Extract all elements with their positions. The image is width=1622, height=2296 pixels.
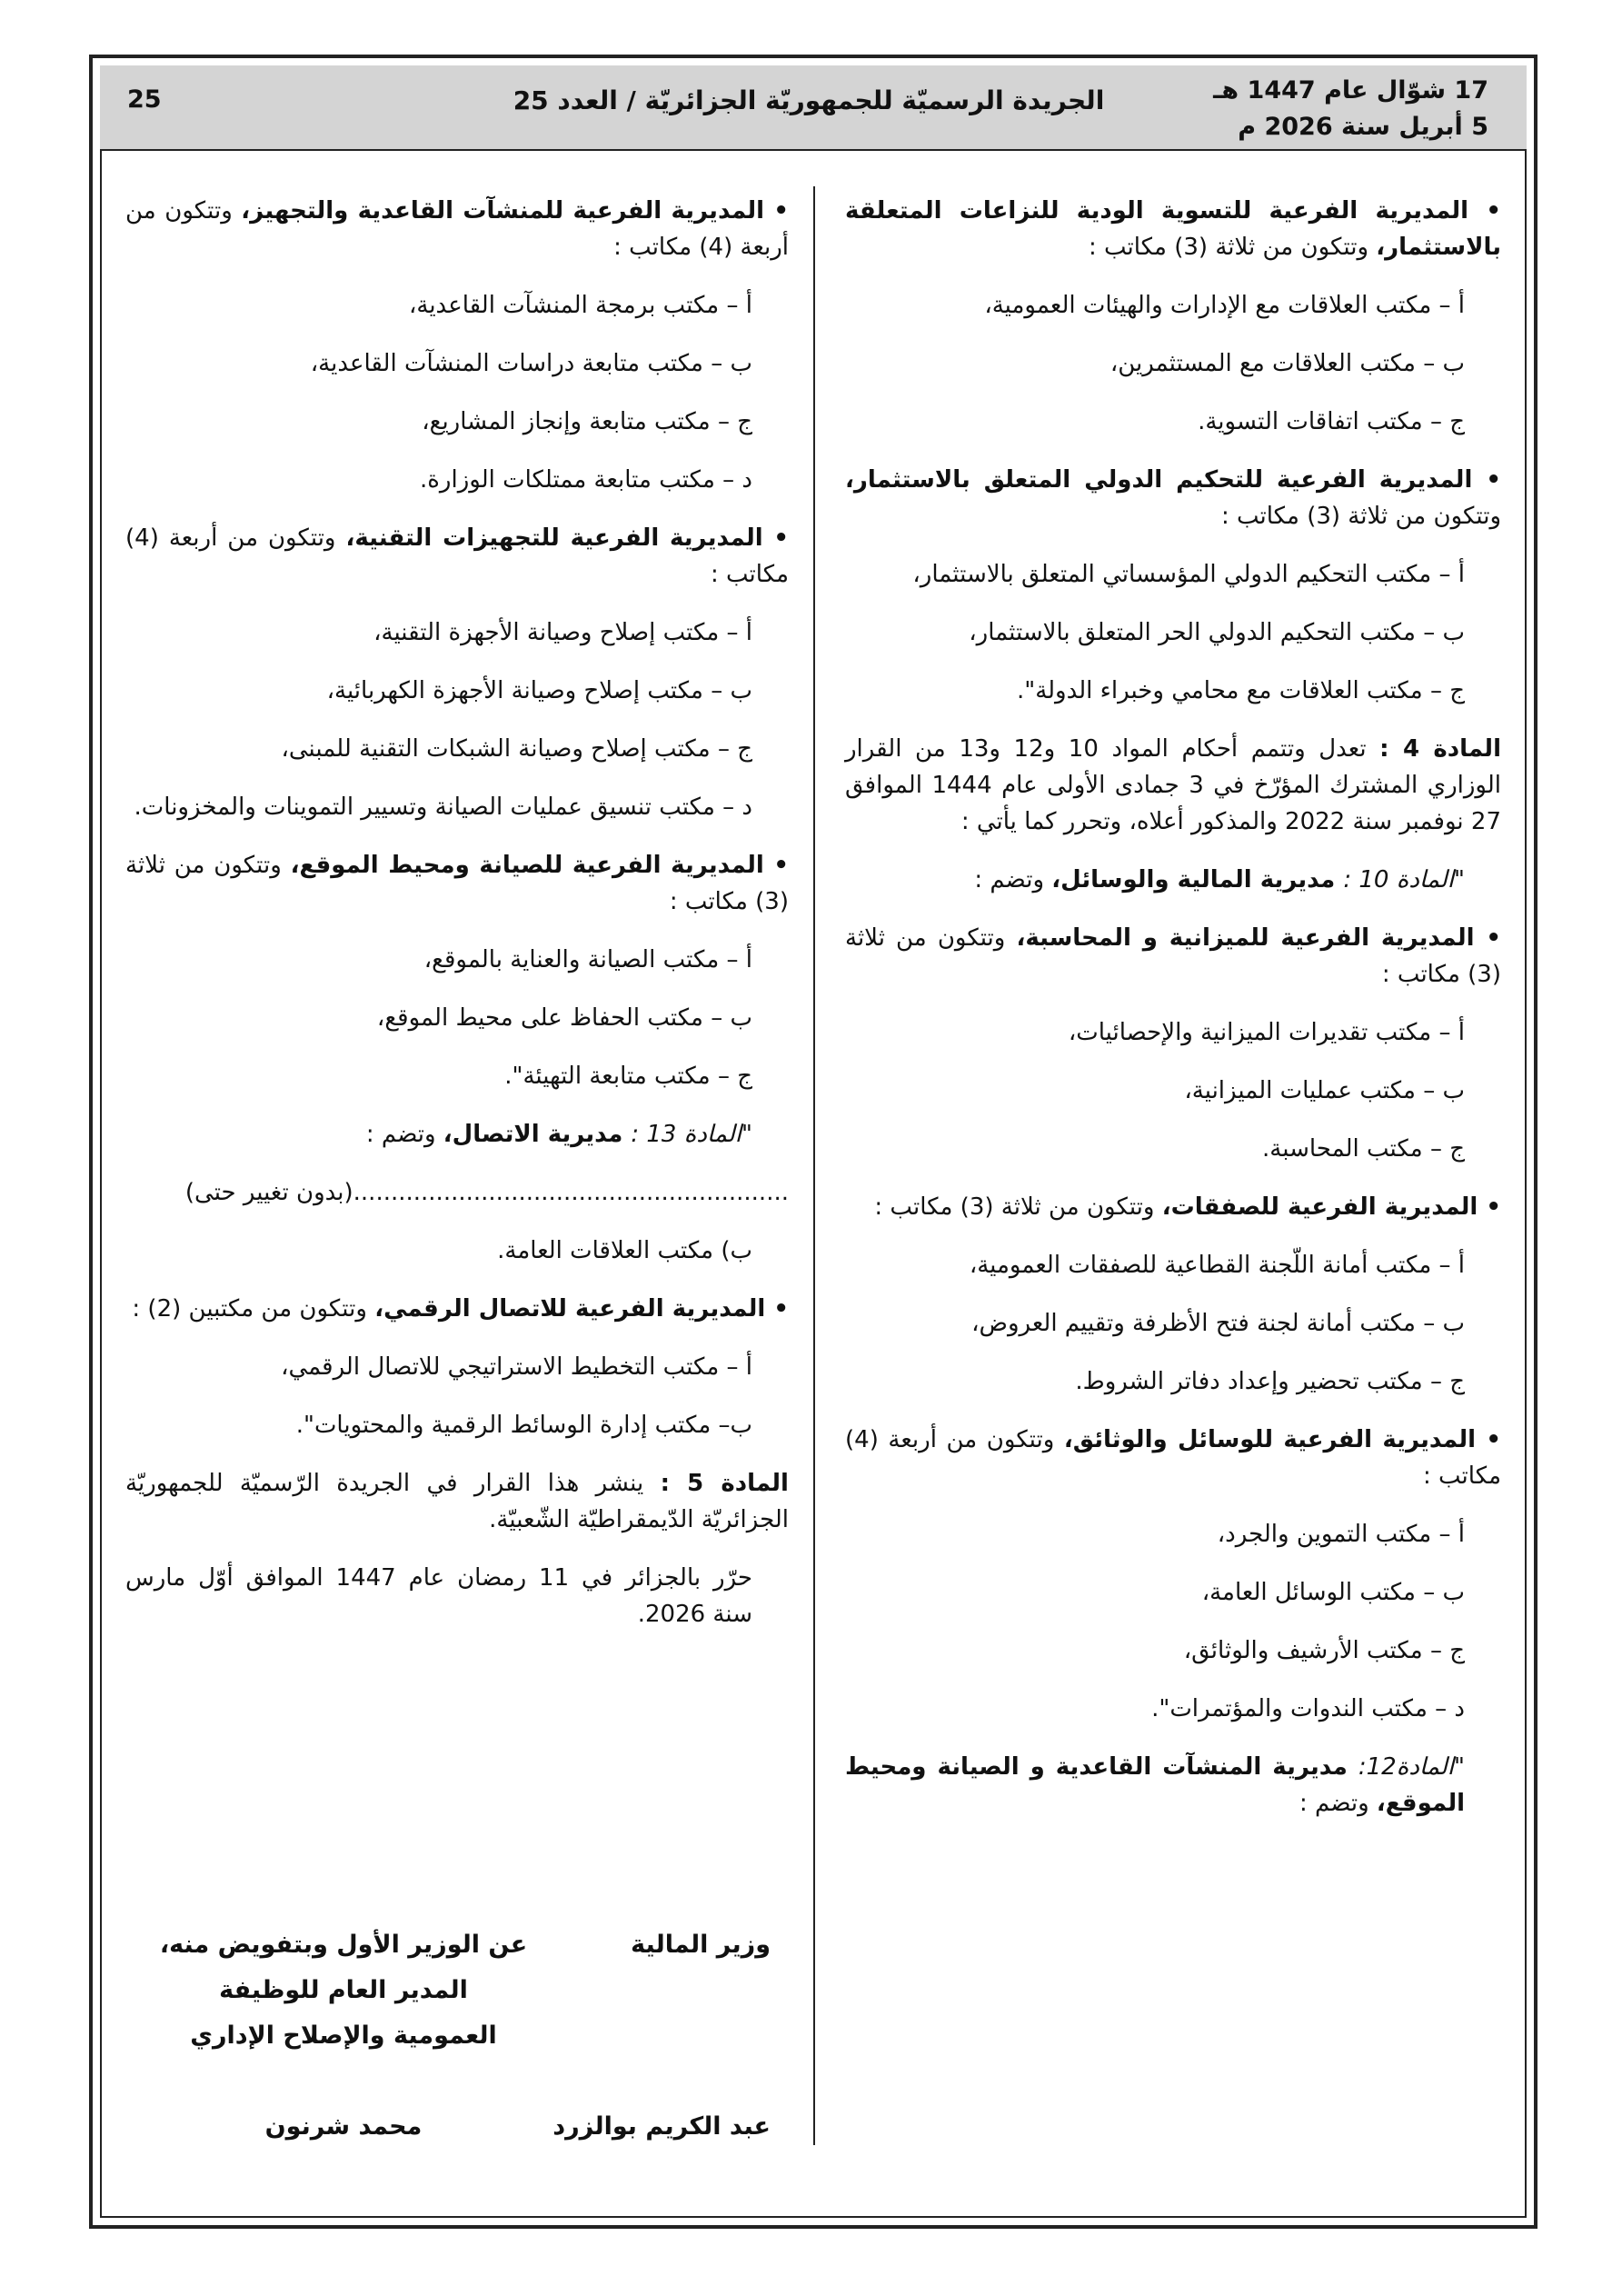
list-item: ب – مكتب متابعة دراسات المنشآت القاعدية، (310, 350, 752, 377)
list-item: ج – مكتب متابعة التهيئة". (504, 1063, 752, 1090)
list-item: أ – مكتب تقديرات الميزانية والإحصائيات، (1068, 1019, 1465, 1046)
list-item: أ – مكتب التخطيط الاستراتيجي للاتصال الرقمي، (281, 1353, 752, 1381)
list-item: أ – مكتب التحكيم الدولي المؤسساتي المتعلق بالاستثمار، (912, 561, 1465, 588)
section-heading: • المديرية الفرعية للتجهيزات التقنية، وتتكون من أربعة (4) مكاتب : (125, 524, 789, 588)
article-4: المادة 4 : تعدل وتتمم أحكام المواد 10 و12 و13 من القرار الوزاري المشترك المؤرّخ في 3 جمادى الأولى عام 1444 الموافق 27 نوفمبر سنة 2022 والمذكور أعلاه، وتحرر كما يأتي : (845, 735, 1501, 835)
section-heading: • المديرية الفرعية للتسوية الودية للنزاعات المتعلقة بالاستثمار، وتتكون من ثلاثة (3) مكاتب : (845, 197, 1501, 261)
minister-title: وزير المالية (631, 1931, 771, 1959)
list-item: ب – مكتب الحفاظ على محيط الموقع، (376, 1004, 752, 1032)
list-item: ج – مكتب المحاسبة. (1262, 1135, 1465, 1163)
list-item: ج – مكتب إصلاح وصيانة الشبكات التقنية للمبنى، (281, 735, 752, 763)
list-item: ب – مكتب التحكيم الدولي الحر المتعلق بالاستثمار، (969, 619, 1465, 646)
list-item: ب – مكتب العلاقات مع المستثمرين، (1110, 350, 1465, 377)
section-heading: • المديرية الفرعية للمنشآت القاعدية والتجهيز، وتتكون من أربعة (4) مكاتب : (125, 197, 789, 261)
list-item: ب – مكتب الوسائل العامة، (1201, 1579, 1465, 1606)
article-10-heading: "المادة 10 : مديرية المالية والوسائل، وتضم : (974, 866, 1465, 893)
list-item: أ – مكتب إصلاح وصيانة الأجهزة التقنية، (373, 619, 752, 646)
list-item: ب – مكتب إصلاح وصيانة الأجهزة الكهربائية، (326, 677, 752, 704)
article-13-heading: "المادة 13 : مديرية الاتصال، وتضم : (365, 1121, 752, 1148)
pm-director-line: المدير العام للوظيفة (219, 1976, 468, 2004)
header-date-gregorian: 5 أبريل سنة 2026 م (1238, 113, 1488, 141)
page-header (100, 65, 1527, 151)
list-item: ج – مكتب تحضير وإعداد دفاتر الشروط. (1075, 1368, 1465, 1395)
list-item: ج – مكتب العلاقات مع محامي وخبراء الدولة". (1016, 677, 1465, 704)
list-item: ب– مكتب إدارة الوسائط الرقمية والمحتويات". (295, 1412, 752, 1439)
list-item: أ – مكتب العلاقات مع الإدارات والهيئات العمومية، (984, 292, 1465, 319)
list-item: د – مكتب الندوات والمؤتمرات". (1151, 1695, 1465, 1722)
pm-signatory-name: محمد شرنون (264, 2112, 423, 2141)
article-12-heading: "المادة12: مديرية المنشآت القاعدية و الصيانة ومحيط الموقع، وتضم : (845, 1753, 1465, 1817)
list-item: د – مكتب تنسيق عمليات الصيانة وتسيير التموينات والمخزونات. (134, 794, 752, 821)
list-item: ب) مكتب العلاقات العامة. (497, 1237, 752, 1264)
list-item: أ – مكتب الصيانة والعناية بالموقع، (423, 946, 752, 973)
article-5: المادة 5 : ينشر هذا القرار في الجريدة الرّسميّة للجمهوريّة الجزائريّة الدّيمقراطيّة الشّعبيّة. (125, 1470, 789, 1533)
right-column (845, 193, 1501, 1843)
pm-directorate-line: العمومية والإصلاح الإداري (190, 2021, 497, 2050)
section-heading: • المديرية الفرعية للصفقات، وتتكون من ثلاثة (3) مكاتب : (874, 1193, 1501, 1221)
list-item: ج – مكتب الأرشيف والوثائق، (1183, 1637, 1465, 1664)
header-title: الجريدة الرسميّة للجمهوريّة الجزائريّة / العدد 25 (512, 85, 1105, 115)
section-heading: • المديرية الفرعية للتحكيم الدولي المتعلق بالاستثمار، وتتكون من ثلاثة (3) مكاتب : (845, 466, 1501, 530)
list-item: د – مكتب متابعة ممتلكات الوزارة. (420, 466, 752, 494)
minister-name: عبد الكريم بوالزرد (552, 2112, 771, 2141)
list-item: أ – مكتب التموين والجرد، (1217, 1521, 1465, 1548)
section-heading: • المديرية الفرعية للصيانة ومحيط الموقع، وتتكون من ثلاثة (3) مكاتب : (125, 852, 789, 915)
list-item: ج – مكتب اتفاقات التسوية. (1198, 408, 1465, 435)
header-date-hijri: 17 شوّال عام 1447 هـ (1213, 76, 1488, 105)
list-item: ب – مكتب أمانة لجنة فتح الأظرفة وتقييم العروض، (971, 1310, 1465, 1337)
section-heading: • المديرية الفرعية للميزانية و المحاسبة، وتتكون من ثلاثة (3) مكاتب : (845, 924, 1501, 988)
list-item: ج – مكتب متابعة وإنجاز المشاريع، (422, 408, 752, 435)
signing-place-date: حرّر بالجزائر في 11 رمضان عام 1447 الموافق أوّل مارس سنة 2026. (125, 1564, 752, 1628)
unchanged-note: ..........................................................(بدون تغيير حتى) (184, 1179, 789, 1206)
left-column (125, 193, 789, 1654)
page-number: 25 (127, 85, 162, 114)
section-heading: • المديرية الفرعية للاتصال الرقمي، وتتكون من مكتبين (2) : (132, 1295, 789, 1323)
header-date (1213, 73, 1488, 145)
section-heading: • المديرية الفرعية للوسائل والوثائق، وتتكون من أربعة (4) مكاتب : (845, 1426, 1501, 1490)
column-divider (813, 186, 815, 2145)
pm-delegation-line: عن الوزير الأول وبتفويض منه، (159, 1931, 528, 1959)
list-item: ب – مكتب عمليات الميزانية، (1184, 1077, 1465, 1104)
list-item: أ – مكتب برمجة المنشآت القاعدية، (408, 292, 752, 319)
list-item: أ – مكتب أمانة اللّجنة القطاعية للصفقات العمومية، (969, 1252, 1465, 1279)
